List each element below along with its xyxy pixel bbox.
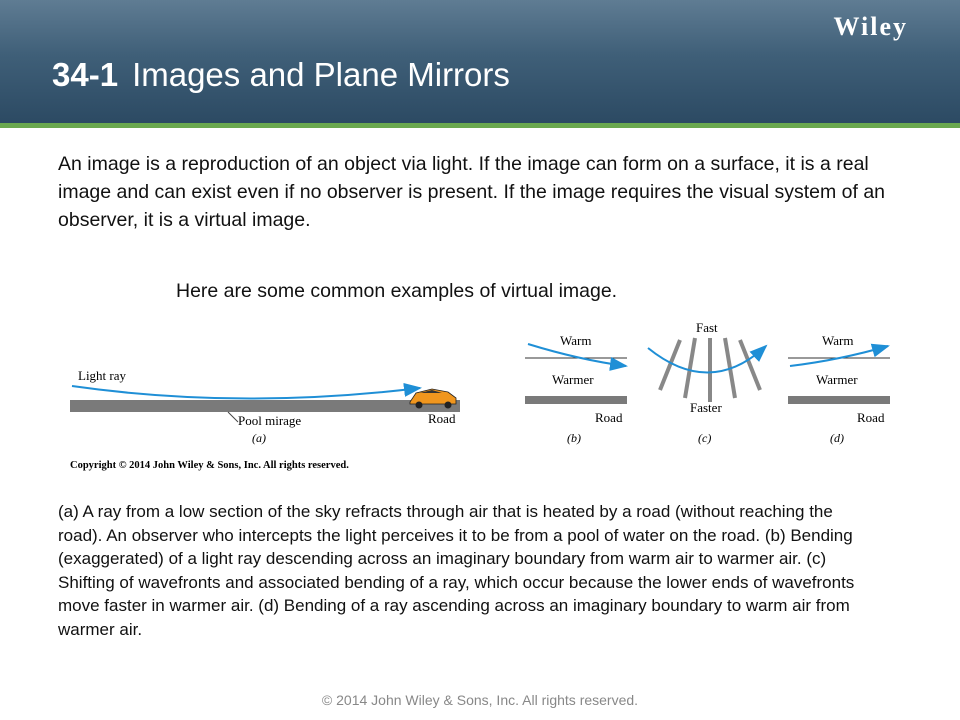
panel-b <box>525 333 627 445</box>
wavefronts <box>660 338 760 402</box>
road-label-b: Road <box>595 410 623 425</box>
light-ray <box>72 386 420 399</box>
intro-paragraph: An image is a reproduction of an object via light. If the image can form on a surface, it is a real image and can exist even if no observer is present. If the image requires the visual system of an observer, it is a virtual image. <box>58 153 886 231</box>
panel-c <box>648 320 766 445</box>
warmer-label-b: Warmer <box>552 372 594 387</box>
slide-title <box>52 56 510 94</box>
light-ray-label: Light ray <box>78 368 127 383</box>
figure-copyright: Copyright © 2014 John Wiley & Sons, Inc. All rights reserved. <box>70 460 349 471</box>
faster-label: Faster <box>690 400 722 415</box>
warmer-label-d: Warmer <box>816 372 858 387</box>
pool-mirage-leader <box>228 412 238 422</box>
ray-c <box>648 346 766 373</box>
slide-header <box>0 0 960 128</box>
road-b <box>525 396 627 404</box>
section-number: 34-1 <box>52 56 119 93</box>
warm-label-d: Warm <box>822 333 854 348</box>
road-label-d: Road <box>857 410 885 425</box>
footer-copyright: © 2014 John Wiley & Sons, Inc. All rights reserved. <box>321 692 639 708</box>
panel-a <box>70 368 460 471</box>
panel-d <box>788 333 890 445</box>
road-surface <box>70 400 460 412</box>
panel-a-label: (a) <box>252 431 266 445</box>
panel-c-label: (c) <box>698 431 712 445</box>
fast-label: Fast <box>696 320 718 335</box>
ray-d <box>790 346 888 366</box>
mirage-figure <box>60 318 900 478</box>
figure-caption: (a) A ray from a low section of the sky refracts through air that is heated by a road (without reaching the road). An observer who intercepts the light perceives it to be from a pool of water on the road. (b) Bending (exaggerated) of a light ray descending across an imaginary boundary from warm air to warmer air. (c) Shifting of wavefronts and associated bending of a ray, which occur because the lower ends of wavefronts move faster in warmer air. (d) Bending of a ray ascending across an imaginary boundary to warm air from warmer air. <box>58 502 855 639</box>
road-d <box>788 396 890 404</box>
road-label-a: Road <box>428 411 456 426</box>
wiley-logo: Wiley <box>833 12 908 41</box>
section-title: Images and Plane Mirrors <box>132 56 510 93</box>
examples-heading: Here are some common examples of virtual image. <box>176 280 618 302</box>
panel-d-label: (d) <box>830 431 844 445</box>
panel-b-label: (b) <box>567 431 581 445</box>
pool-mirage-label: Pool mirage <box>238 413 302 428</box>
mirage-figure-svg <box>60 318 900 478</box>
warm-label-b: Warm <box>560 333 592 348</box>
